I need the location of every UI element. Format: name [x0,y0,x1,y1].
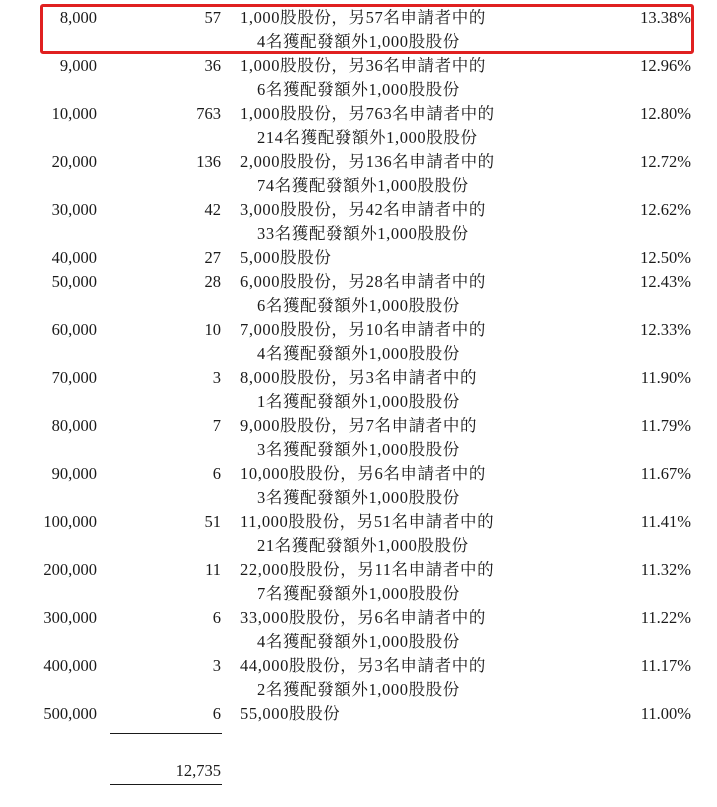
basis-line-1: 1,000股股份，另57名申請者中的 [240,8,486,27]
basis-line-2: 4名獲配發額外1,000股股份 [257,344,460,363]
shares-applied-cell: 100,000 [43,512,97,531]
shares-applied-cell: 60,000 [51,320,97,339]
allocation-percentage-cell: 12.33% [640,320,691,339]
valid-applications-cell: 763 [196,104,221,123]
table-row [0,414,717,462]
allocation-basis-cell [240,6,486,54]
valid-applications-cell: 3 [212,368,221,387]
basis-line-1: 11,000股股份，另51名申請者中的 [240,512,495,531]
allocation-basis-cell [240,606,486,654]
allocation-percentage-cell: 12.80% [640,104,691,123]
table-row [0,366,717,414]
allocation-percentage-cell: 12.43% [640,272,691,291]
allocation-basis-cell [240,654,486,702]
valid-applications-cell: 6 [212,704,221,723]
allocation-basis-cell [240,366,477,414]
shares-applied-cell: 40,000 [51,248,97,267]
shares-applied-cell: 200,000 [43,560,97,579]
table-row [0,198,717,246]
shares-applied-cell: 30,000 [51,200,97,219]
valid-applications-cell: 10 [204,320,221,339]
basis-line-1: 10,000股股份，另6名申請者中的 [240,464,486,483]
shares-applied-cell: 80,000 [51,416,97,435]
basis-line-2: 6名獲配發額外1,000股股份 [257,80,460,99]
allocation-basis-cell [240,702,340,726]
basis-line-2: 7名獲配發額外1,000股股份 [257,584,460,603]
valid-applications-cell: 28 [204,272,221,291]
table-row [0,246,717,270]
total-rule-top [110,733,222,734]
shares-applied-cell: 50,000 [51,272,97,291]
allocation-percentage-cell: 12.62% [640,200,691,219]
valid-applications-cell: 51 [204,512,221,531]
allocation-percentage-cell: 12.50% [640,248,691,267]
allocation-percentage-cell: 11.17% [640,656,691,675]
basis-line-2: 214名獲配發額外1,000股股份 [257,128,478,147]
basis-line-1: 8,000股股份，另3名申請者中的 [240,368,478,387]
valid-applications-cell: 11 [205,560,221,579]
allocation-basis-cell [240,246,331,270]
valid-applications-cell: 3 [212,656,221,675]
shares-applied-cell: 20,000 [51,152,97,171]
table-row [0,558,717,606]
shares-applied-cell: 300,000 [43,608,97,627]
table-row [0,54,717,102]
allocation-basis-cell [240,318,486,366]
allocation-percentage-cell: 12.72% [640,152,691,171]
shares-applied-cell: 500,000 [43,704,97,723]
allocation-percentage-cell: 13.38% [640,8,691,27]
allocation-basis-cell [240,558,494,606]
shares-applied-cell: 70,000 [51,368,97,387]
basis-line-1: 6,000股股份，另28名申請者中的 [240,272,486,291]
basis-line-2: 6名獲配發額外1,000股股份 [257,296,460,315]
valid-applications-cell: 6 [212,464,221,483]
table-row [0,654,717,702]
allocation-percentage-cell: 11.67% [640,464,691,483]
shares-applied-cell: 10,000 [51,104,97,123]
total-applications: 12,735 [175,761,221,780]
basis-line-1: 44,000股股份，另3名申請者中的 [240,656,486,675]
basis-line-2: 1名獲配發額外1,000股股份 [257,392,460,411]
allocation-basis-cell [240,150,495,198]
basis-line-1: 3,000股股份，另42名申請者中的 [240,200,486,219]
basis-line-2: 3名獲配發額外1,000股股份 [257,488,460,507]
shares-applied-cell: 9,000 [59,56,97,75]
shares-applied-cell: 90,000 [51,464,97,483]
basis-line-1: 33,000股股份，另6名申請者中的 [240,608,486,627]
basis-line-1: 1,000股股份，另763名申請者中的 [240,104,495,123]
allocation-basis-cell [240,462,486,510]
allocation-basis-cell [240,270,486,318]
table-row [0,102,717,150]
basis-line-2: 4名獲配發額外1,000股股份 [257,632,460,651]
table-row [0,6,717,54]
allocation-table [0,6,717,726]
basis-line-2: 33名獲配發額外1,000股股份 [257,224,469,243]
basis-line-1: 2,000股股份，另136名申請者中的 [240,152,495,171]
table-row [0,462,717,510]
total-rule-bottom [110,784,222,785]
basis-line-1: 9,000股股份，另7名申請者中的 [240,416,478,435]
basis-line-1: 7,000股股份，另10名申請者中的 [240,320,486,339]
valid-applications-cell: 42 [204,200,221,219]
table-row [0,270,717,318]
allocation-percentage-cell: 11.90% [640,368,691,387]
basis-line-2: 21名獲配發額外1,000股股份 [257,536,469,555]
basis-line-1: 22,000股股份，另11名申請者中的 [240,560,495,579]
allocation-basis-cell [240,510,494,558]
allocation-percentage-cell: 11.41% [640,512,691,531]
valid-applications-cell: 7 [212,416,221,435]
table-row [0,150,717,198]
table-row [0,510,717,558]
basis-line-1: 55,000股股份 [240,704,341,723]
table-row [0,606,717,654]
table-row [0,318,717,366]
basis-line-2: 74名獲配發額外1,000股股份 [257,176,469,195]
allocation-percentage-cell: 11.22% [640,608,691,627]
allocation-basis-cell [240,54,486,102]
table-row [0,702,717,726]
allocation-percentage-cell: 11.32% [640,560,691,579]
shares-applied-cell: 8,000 [59,8,97,27]
valid-applications-cell: 136 [196,152,221,171]
allocation-percentage-cell: 11.00% [640,704,691,723]
allocation-basis-cell [240,414,477,462]
valid-applications-cell: 36 [204,56,221,75]
valid-applications-cell: 57 [204,8,221,27]
basis-line-1: 1,000股股份，另36名申請者中的 [240,56,486,75]
basis-line-1: 5,000股股份 [240,248,332,267]
allocation-percentage-cell: 11.79% [640,416,691,435]
allocation-basis-cell [240,102,495,150]
shares-applied-cell: 400,000 [43,656,97,675]
valid-applications-cell: 6 [212,608,221,627]
basis-line-2: 4名獲配發額外1,000股股份 [257,32,460,51]
basis-line-2: 2名獲配發額外1,000股股份 [257,680,460,699]
allocation-percentage-cell: 12.96% [640,56,691,75]
allocation-basis-cell [240,198,486,246]
valid-applications-cell: 27 [204,248,221,267]
basis-line-2: 3名獲配發額外1,000股股份 [257,440,460,459]
